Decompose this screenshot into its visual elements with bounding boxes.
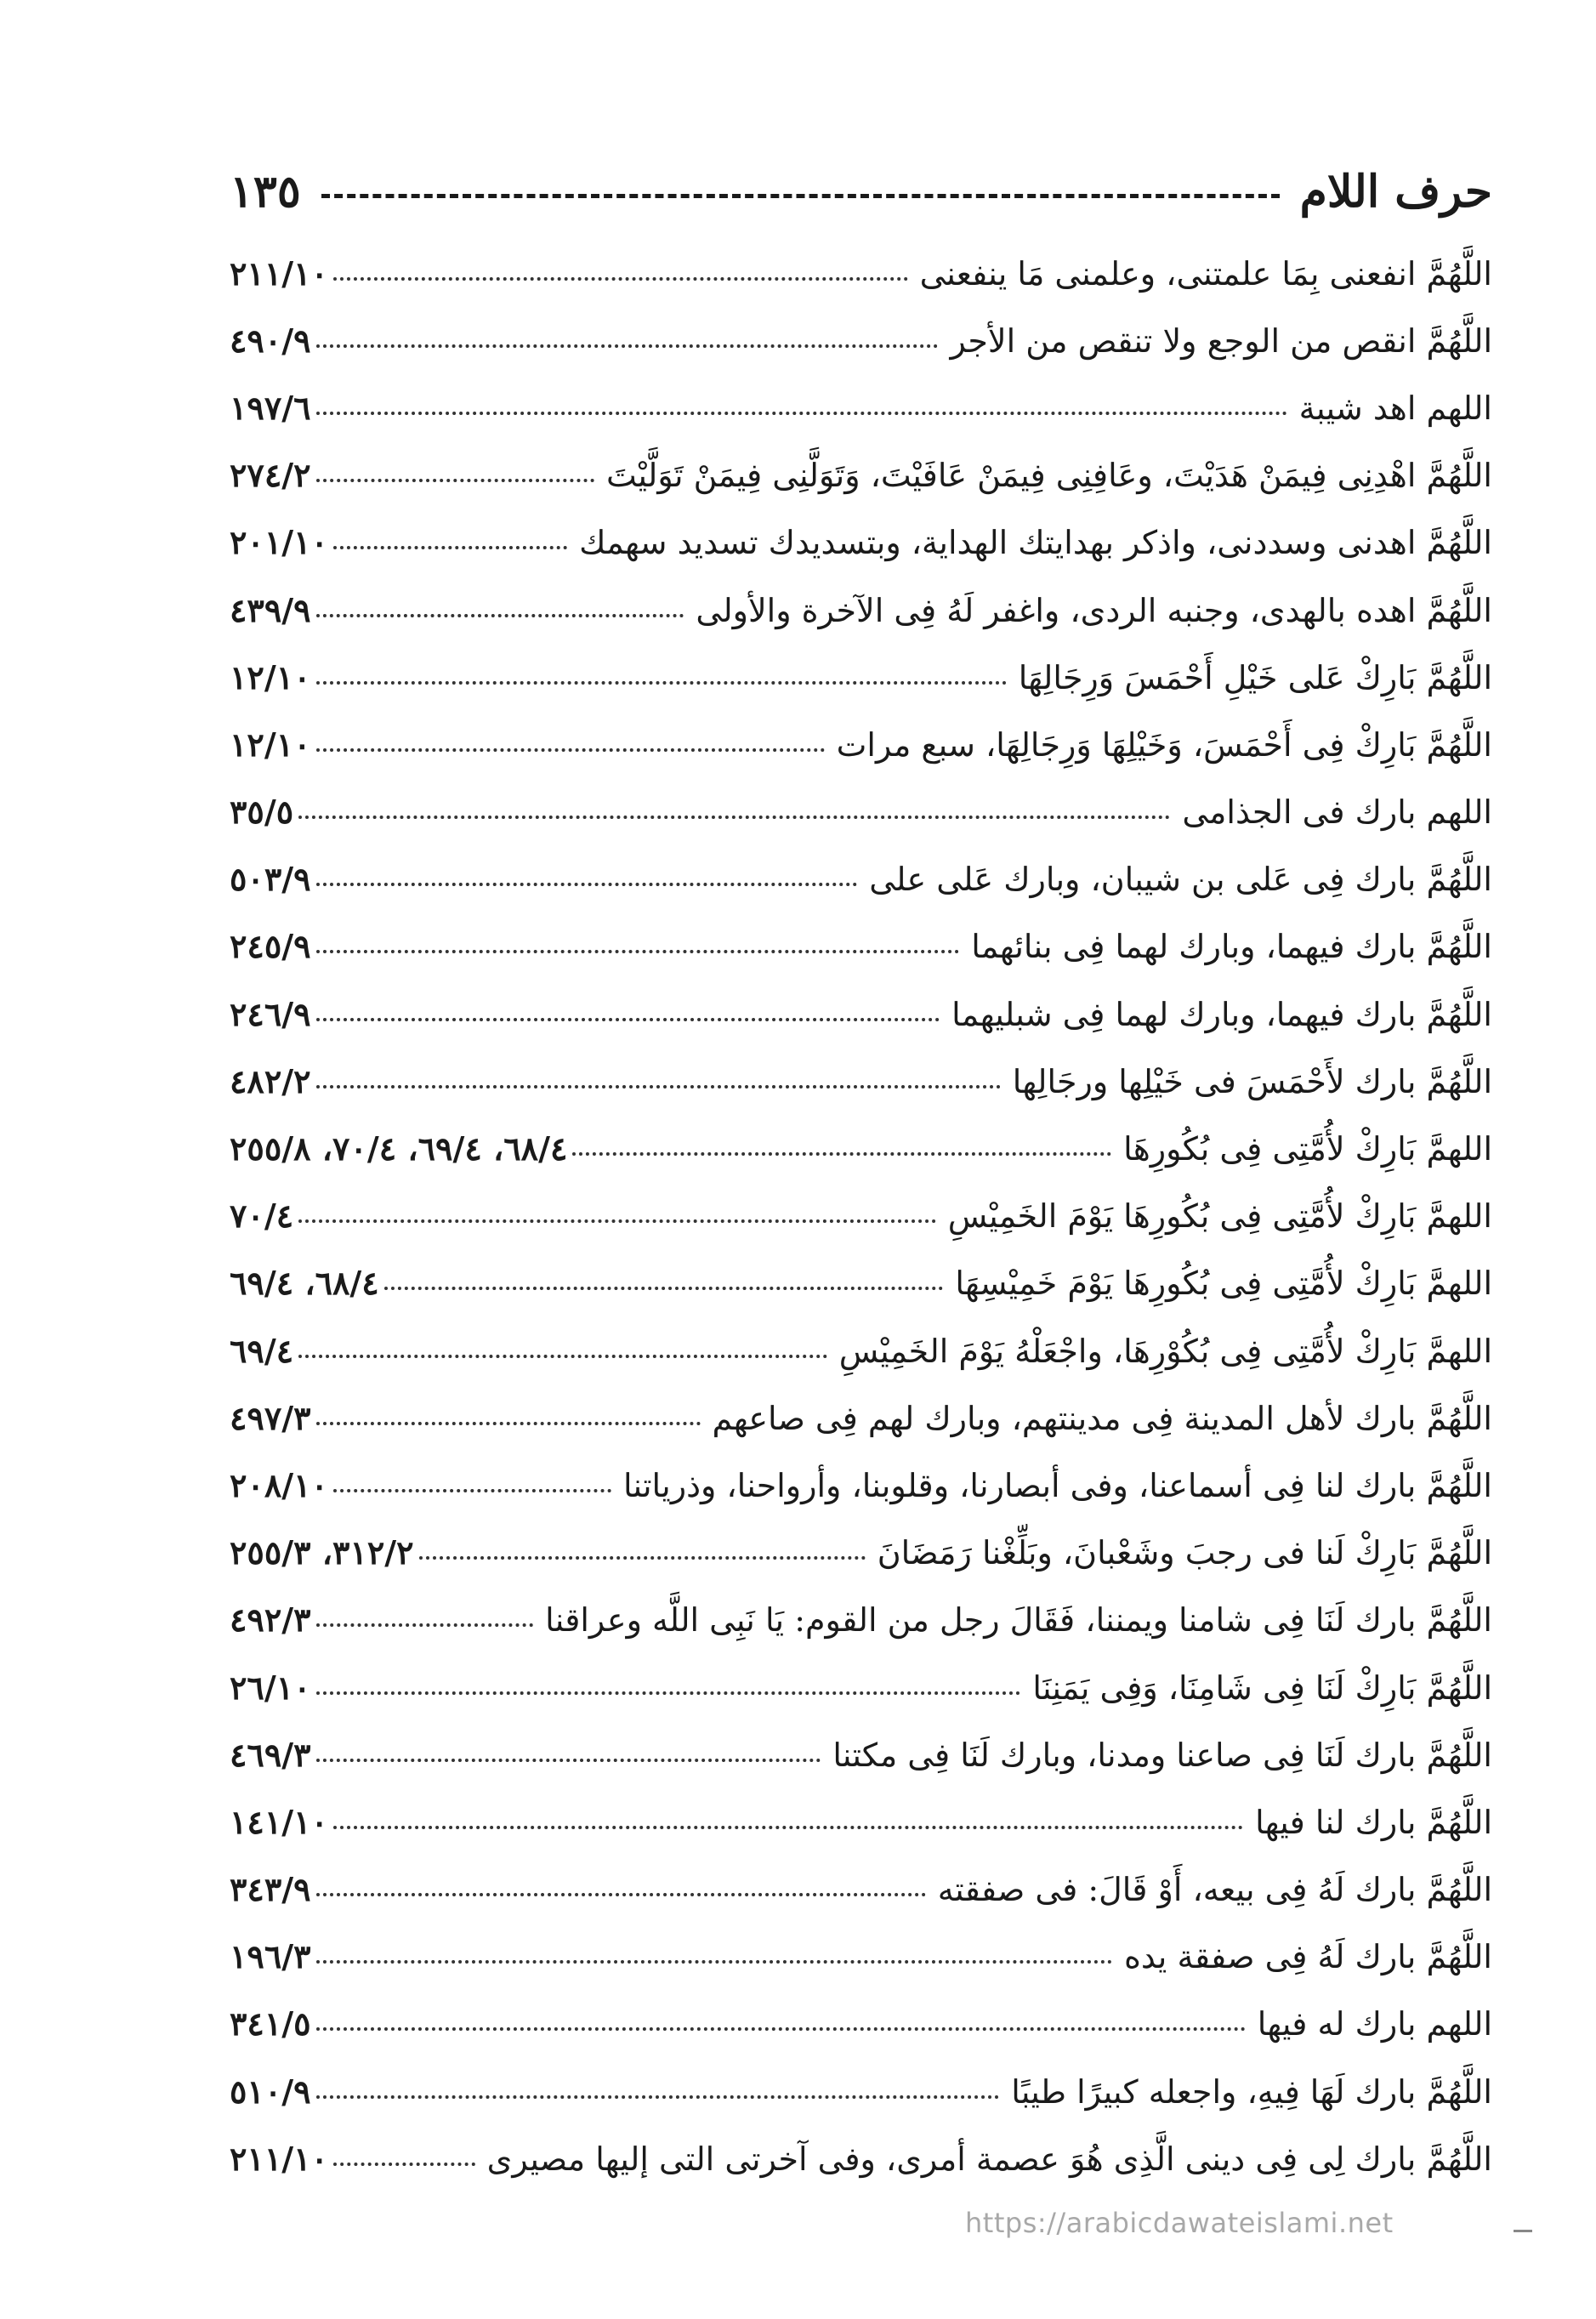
index-entry (230, 1317, 1492, 1384)
entry-reference: ٤٨٢/٢ (230, 1061, 311, 1100)
index-entry (230, 1384, 1492, 1452)
entry-text: اللهم اهد شيبة (1298, 389, 1492, 427)
index-entry (230, 980, 1492, 1048)
dot-leader (333, 546, 567, 549)
entry-reference: ٤٣٩/٩ (230, 590, 311, 629)
index-entry (230, 1250, 1492, 1317)
dot-leader (316, 1623, 534, 1627)
entry-text: اللهم بارك له فيها (1257, 2005, 1492, 2043)
index-entry (230, 1183, 1492, 1250)
dot-leader (333, 1826, 1243, 1829)
entry-reference: ٣١٢/٢، ٢٥٥/٣ (230, 1533, 414, 1572)
dot-leader (316, 412, 1287, 415)
dot-leader (333, 1489, 611, 1492)
entry-text: اللَّهُمَّ بارك فِى عَلى بن شيبان، وبارك عَلى على (869, 861, 1492, 899)
index-entry (230, 442, 1492, 509)
entry-reference: ٦٨/٤، ٦٩/٤، ٧٠/٤، ٢٥٥/٨ (230, 1129, 568, 1168)
dot-leader (298, 1355, 827, 1358)
entry-reference: ١٢/١٠ (230, 725, 311, 764)
entry-reference: ٥١٠/٩ (230, 2072, 311, 2111)
index-entry (230, 1587, 1492, 1654)
entry-text: اللَّهُمَّ بارك لَهَا فِيهِ، واجعله كبيرًا طيبًا (1011, 2072, 1492, 2111)
scan-mark (1514, 2230, 1532, 2232)
entry-text: اللهم بارك فى الجذامى (1182, 793, 1492, 832)
index-entry (230, 1654, 1492, 1721)
dot-leader (316, 1422, 701, 1425)
entry-reference: ١٢/١٠ (230, 657, 311, 696)
entry-reference: ١٩٦/٣ (230, 1937, 311, 1976)
entry-text: اللَّهُمَّ بارك لَنَا فِى شامنا ويمننا، فَقَالَ رجل من القوم: يَا نَبِى اللَّه وعراقنا (545, 1601, 1492, 1640)
index-entry (230, 846, 1492, 913)
dot-leader (316, 344, 939, 348)
header-dashed-rule (321, 194, 1280, 198)
page-header (230, 153, 1492, 230)
dot-leader (316, 1085, 1001, 1088)
entry-text: اللَّهُمَّ بَارِكْ لَنَا فِى شَامِنَا، وَفِى يَمَنِنَا (1032, 1668, 1492, 1707)
entry-text: اللهمَّ بَارِكْ لأُمَّتِى فِى بُكُوْرِهَا، واجْعَلْهُ يَوْمَ الخَمِيْسِ (838, 1332, 1492, 1370)
index-entry (230, 240, 1492, 307)
entry-text: اللَّهُمَّ اهده بالهدى، وجنبه الردى، واغفر لَهُ فِى الآخرة والأولى (696, 591, 1492, 629)
entry-reference: ٣٥/٥ (230, 793, 294, 832)
entry-text: اللَّهُمَّ اهدنى وسددنى، واذكر بهدايتك الهداية، وبتسديدك تسديد سهمك (579, 524, 1492, 562)
index-entry (230, 1721, 1492, 1788)
index-entry (230, 1788, 1492, 1856)
index-entry (230, 1520, 1492, 1587)
dot-leader (333, 2163, 475, 2166)
dot-leader (384, 1287, 944, 1290)
chapter-title: حرف اللام (1299, 165, 1492, 218)
index-entry (230, 577, 1492, 644)
index-entry (230, 509, 1492, 577)
watermark-url: https://arabicdawateislami.net (965, 2207, 1394, 2239)
entry-text: اللَّهُمَّ بارك فيهما، وبارك لهما فِى شبليهما (951, 995, 1492, 1033)
index-entry (230, 1856, 1492, 1924)
dot-leader (298, 816, 1170, 819)
entry-reference: ٢٧٤/٢ (230, 456, 311, 495)
index-entry (230, 913, 1492, 980)
entry-reference: ٢١١/١٠ (230, 2139, 328, 2178)
entry-reference: ٣٤١/٥ (230, 2004, 311, 2043)
index-entry (230, 779, 1492, 846)
index-entry (230, 1452, 1492, 1519)
dot-leader (333, 277, 908, 281)
index-entry (230, 1048, 1492, 1115)
entry-text: اللَّهُمَّ بَارِكْ فِى أَحْمَسَ، وَخَيْلِهَا وَرِجَالِهَا، سبع مرات (836, 725, 1492, 764)
entry-text: اللهمَّ بَارِكْ لأُمَّتِى فِى بُكُورِهَا يَوْمَ خَمِيْسِهَا (955, 1265, 1492, 1303)
page-number: ١٣٥ (230, 165, 301, 218)
entry-text: اللَّهُمَّ بارك لأَحْمَسَ فى خَيْلِها ورجَالِها (1012, 1062, 1492, 1100)
entry-reference: ٤٦٩/٣ (230, 1735, 311, 1774)
dot-leader (298, 1219, 936, 1223)
entry-text: اللَّهُمَّ انقص من الوجع ولا تنقص من الأجر (950, 321, 1492, 360)
dot-leader (316, 2027, 1246, 2031)
entry-text: اللَّهُمَّ اهْدِنِى فِيمَنْ هَدَيْتَ، وعَافِنِى فِيمَنْ عَافَيْتَ، وَتَوَلَّنِى فِيمَنْ تَوَلَّيْتَ (606, 457, 1492, 495)
dot-leader (316, 1759, 821, 1762)
entry-reference: ٣٤٣/٩ (230, 1870, 311, 1909)
index-entry (230, 644, 1492, 711)
dot-leader (316, 883, 858, 886)
entry-text: اللَّهُمَّ بَارِكْ لَنا فى رجبَ وشَعْبانَ، وبَلِّغْنا رَمَضَانَ (877, 1534, 1492, 1572)
entry-reference: ٦٩/٤ (230, 1331, 294, 1370)
entry-reference: ٢٤٦/٩ (230, 994, 311, 1033)
dot-leader (316, 479, 595, 482)
index-entry (230, 2058, 1492, 2125)
dot-leader (419, 1556, 866, 1560)
dot-leader (316, 950, 960, 953)
entry-text: اللَّهُمَّ انفعنى بِمَا علمتنى، وعلمنى مَا ينفعنى (919, 254, 1492, 293)
entry-reference: ٢٤٥/٩ (230, 927, 311, 966)
entry-reference: ٦٨/٤، ٦٩/٤ (230, 1264, 379, 1303)
dot-leader (316, 1691, 1021, 1695)
dot-leader (316, 1018, 940, 1021)
entry-reference: ٢٦/١٠ (230, 1668, 311, 1707)
entry-text: اللَّهُمَّ بارك فيهما، وبارك لهما فِى بنائهما (971, 928, 1492, 966)
entry-reference: ٤٩٠/٩ (230, 321, 311, 360)
entry-text: اللَّهُمَّ بارك لَهُ فِى بيعه، أَوْ قَالَ: فى صفقته (937, 1871, 1492, 1909)
index-entry (230, 1991, 1492, 2058)
entry-reference: ١٤١/١٠ (230, 1802, 328, 1841)
entry-reference: ٤٩٧/٣ (230, 1398, 311, 1437)
index-entries-list (230, 240, 1492, 2192)
entry-text: اللَّهُمَّ بارك لأهل المدينة فِى مدينتهم، وبارك لهم فِى صاعهم (712, 1399, 1492, 1437)
entry-reference: ٢٠٨/١٠ (230, 1465, 328, 1504)
index-entry (230, 1924, 1492, 1991)
dot-leader (316, 681, 1007, 685)
entry-reference: ٧٠/٤ (230, 1196, 294, 1236)
entry-text: اللَّهُمَّ بَارِكْ عَلى خَيْلِ أَحْمَسَ وَرِجَالِهَا (1018, 658, 1492, 696)
index-entry (230, 374, 1492, 441)
dot-leader (572, 1152, 1111, 1156)
index-entry (230, 1115, 1492, 1182)
entry-text: اللَّهُمَّ بارك لنا فيها (1255, 1803, 1492, 1841)
dot-leader (316, 2095, 1000, 2099)
entry-text: اللَّهُمَّ بارك لِى فِى دينى الَّذِى هُوَ عصمة أمرى، وفى آخرتى التى إليها مصيرى (486, 2140, 1492, 2178)
entry-reference: ٥٠٣/٩ (230, 860, 311, 899)
entry-reference: ٢١١/١٠ (230, 253, 328, 293)
entry-text: اللَّهُمَّ بارك لَهُ فِى صفقة يده (1123, 1938, 1492, 1976)
dot-leader (316, 1960, 1112, 1964)
entry-reference: ٤٩٢/٣ (230, 1600, 311, 1640)
index-entry (230, 711, 1492, 778)
dot-leader (316, 614, 684, 617)
entry-reference: ٢٠١/١٠ (230, 523, 328, 562)
dot-leader (316, 1893, 926, 1896)
entry-text: اللهمَّ بَارِكْ لأُمَّتِى فِى بُكُورِهَا (1123, 1130, 1492, 1168)
index-entry (230, 307, 1492, 374)
entry-text: اللَّهُمَّ بارك لنا فِى أسماعنا، وفى أبصارنا، وقلوبنا، وأرواحنا، وذرياتنا (622, 1466, 1492, 1504)
entry-reference: ١٩٧/٦ (230, 388, 311, 427)
index-entry (230, 2125, 1492, 2192)
entry-text: اللهمَّ بَارِكْ لأُمَّتِى فِى بُكُورِهَا يَوْمَ الخَمِيْسِ (947, 1197, 1492, 1236)
entry-text: اللَّهُمَّ بارك لَنَا فِى صاعنا ومدنا، وبارك لَنَا فِى مكتنا (832, 1736, 1492, 1774)
dot-leader (316, 748, 825, 752)
